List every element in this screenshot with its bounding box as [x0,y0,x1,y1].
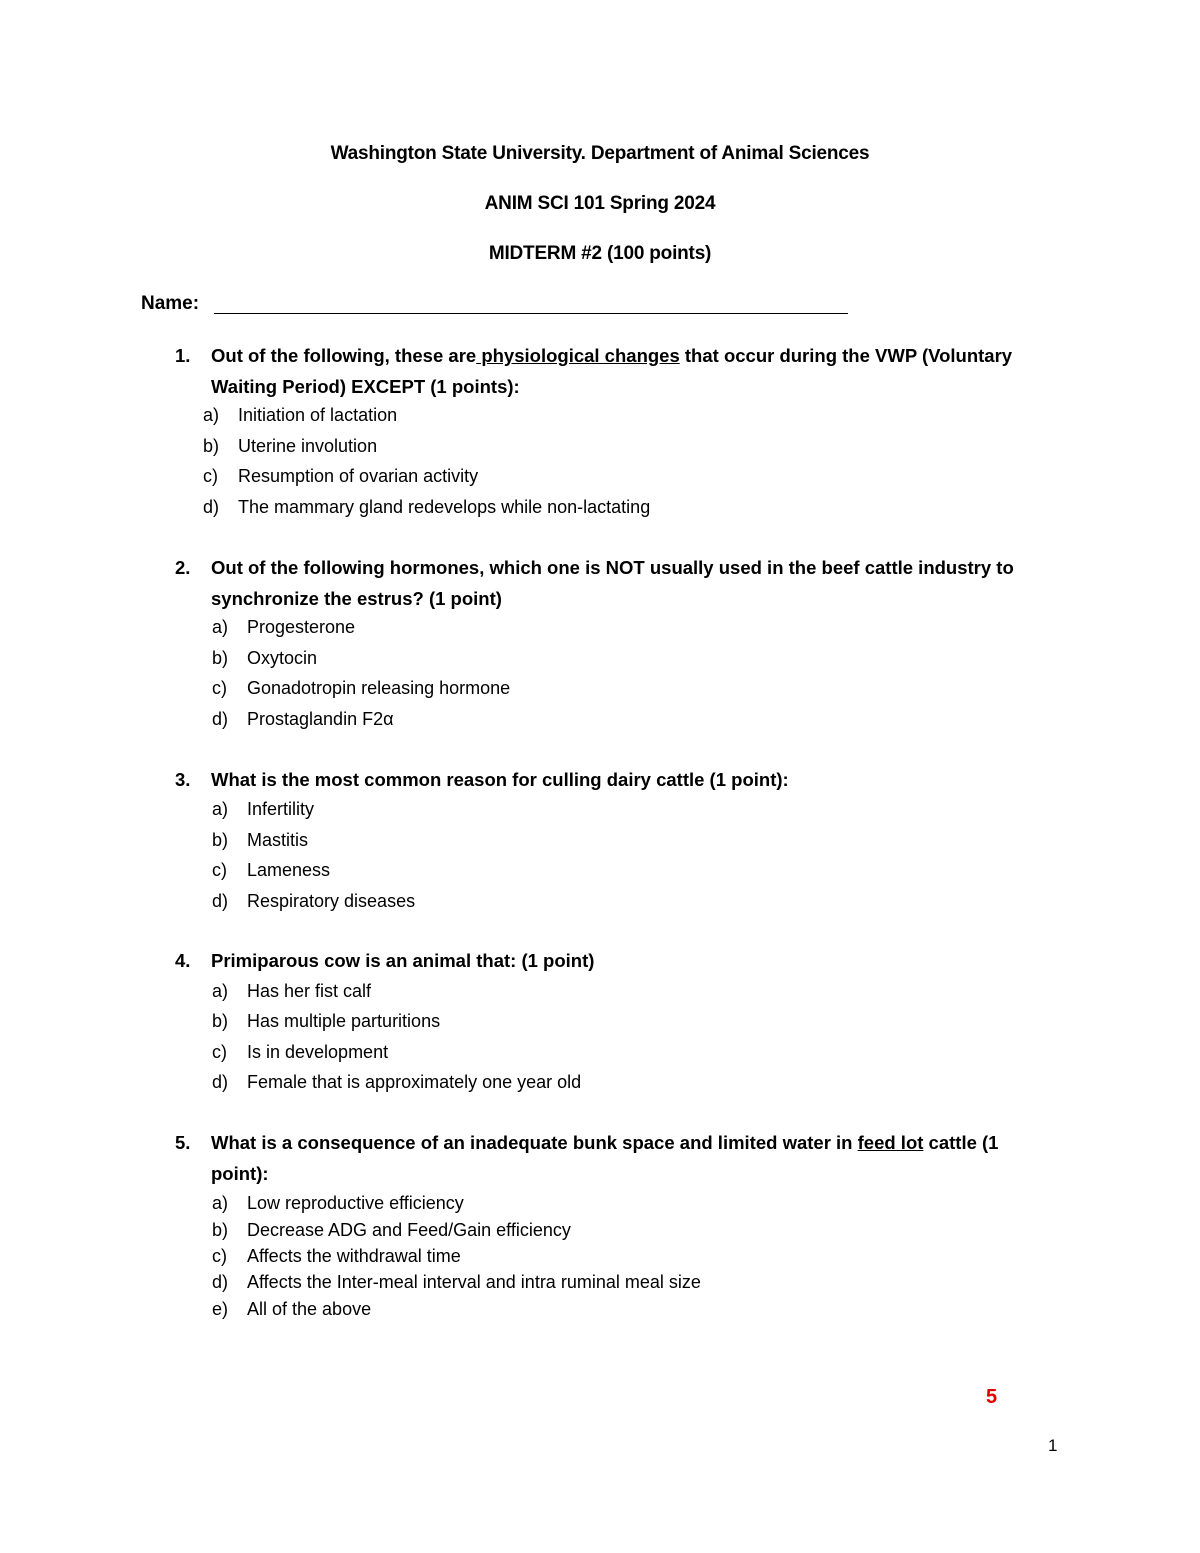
question-text: What is the most common reason for culling dairy cattle (1 point): [211,769,789,790]
option-text: The mammary gland redevelops while non-lactating [238,497,651,517]
name-label: Name: [141,293,200,314]
option-text: Respiratory diseases [247,891,416,911]
option-text: Gonadotropin releasing hormone [247,678,511,698]
page-number: 1 [1048,1436,1058,1455]
option-text: Prostaglandin F2α [247,709,394,729]
underlined-term: feed lot [857,1132,924,1153]
question-text: Out of the following, these are physiological changes that occur during the VWP (Voluntary Waiting Period) EXCEPT (1 points): [211,345,1013,397]
option-letter: d) [203,497,220,517]
underlined-term: physiological changes [476,345,680,366]
option-text: Oxytocin [247,648,318,668]
option-text: Infertility [247,799,315,819]
option-text: Affects the withdrawal time [247,1246,461,1266]
option-letter: b) [212,648,229,668]
course-heading: ANIM SCI 101 Spring 2024 [484,193,716,214]
option-text: Progesterone [247,617,356,637]
option-letter: b) [212,1220,229,1240]
option-letter: a) [212,981,229,1001]
option-text: All of the above [247,1299,372,1319]
option-letter: b) [203,436,220,456]
question-number: 1. [175,345,191,366]
option-letter: c) [212,678,227,698]
question-text: Primiparous cow is an animal that: (1 point) [211,950,595,971]
option-letter: a) [212,799,229,819]
option-text: Mastitis [247,830,309,850]
option-text: Initiation of lactation [238,405,398,425]
option-letter: b) [212,830,229,850]
option-text: Low reproductive efficiency [247,1193,464,1213]
option-letter: d) [212,1072,229,1092]
exam-title: MIDTERM #2 (100 points) [488,243,712,264]
option-letter: c) [212,860,227,880]
option-text: Female that is approximately one year old [247,1072,582,1092]
option-letter: c) [212,1246,227,1266]
option-text: Has her fist calf [247,981,372,1001]
question-number: 4. [175,950,191,971]
option-letter: d) [212,1272,229,1292]
question-number: 2. [175,557,191,578]
option-text: Affects the Inter-meal interval and intra ruminal meal size [247,1272,701,1292]
option-letter: d) [212,709,229,729]
option-letter: a) [212,1193,229,1213]
question-number: 3. [175,769,191,790]
option-text: Lameness [247,860,331,880]
option-letter: d) [212,891,229,911]
score-mark: 5 [986,1386,998,1408]
option-text: Resumption of ovarian activity [238,466,479,486]
question-number: 5. [175,1132,191,1153]
option-letter: c) [203,466,218,486]
option-letter: e) [212,1299,229,1319]
name-field-line[interactable] [214,313,848,314]
option-text: Is in development [247,1042,389,1062]
option-text: Has multiple parturitions [247,1011,441,1031]
option-text: Decrease ADG and Feed/Gain efficiency [247,1220,571,1240]
question-text: What is a consequence of an inadequate bunk space and limited water in feed lot cattle (1 point): [211,1132,999,1184]
option-text: Uterine involution [238,436,378,456]
question-text: Out of the following hormones, which one is NOT usually used in the beef cattle industry to synchronize the estrus? (1 point) [211,557,1014,609]
university-heading: Washington State University. Department of Animal Sciences [330,143,870,164]
option-letter: c) [212,1042,227,1062]
option-letter: a) [212,617,229,637]
option-letter: a) [203,405,220,425]
option-letter: b) [212,1011,229,1031]
